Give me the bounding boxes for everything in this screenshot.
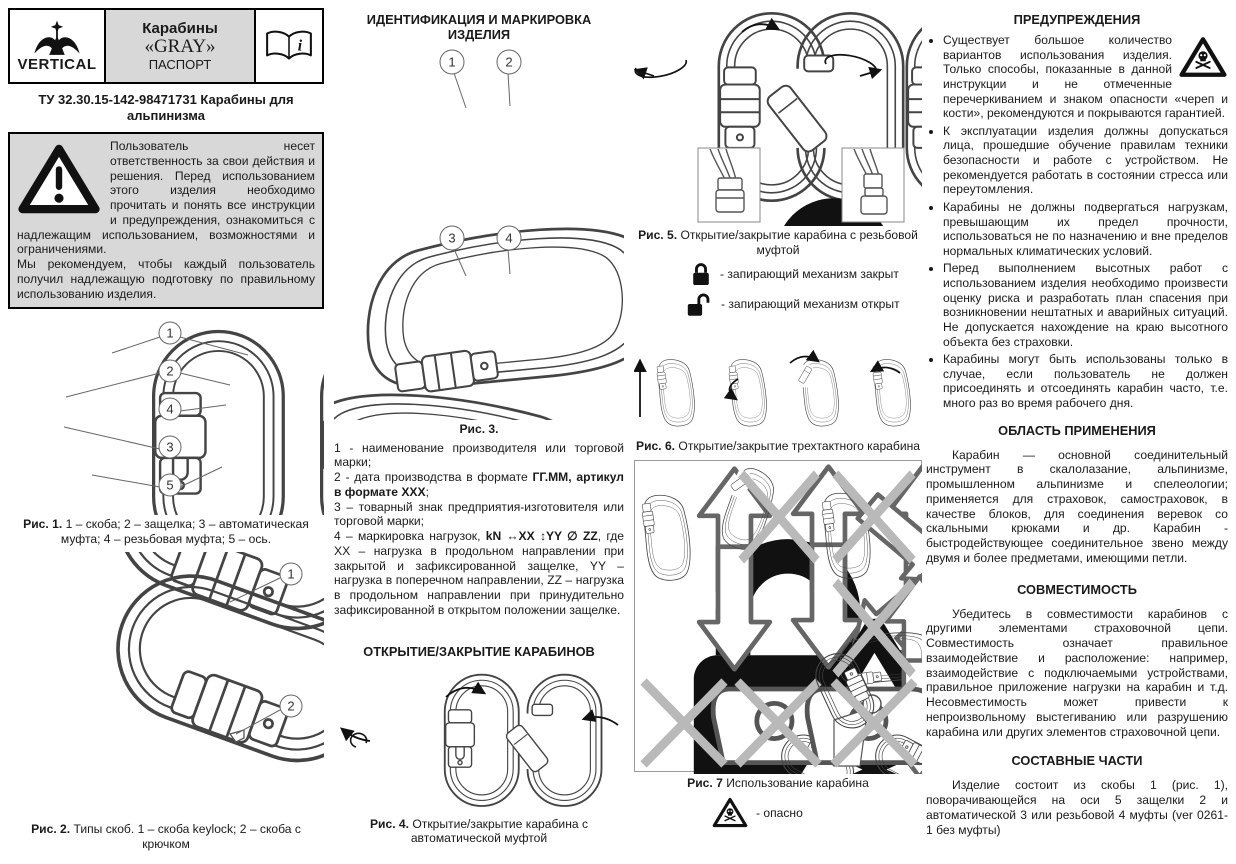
figure-4 bbox=[334, 669, 624, 846]
column-left bbox=[8, 0, 324, 851]
skull-crossbones-icon bbox=[1178, 35, 1228, 79]
product-model: «GRAY» bbox=[144, 36, 216, 58]
manual-icon-cell bbox=[256, 10, 322, 82]
warning-item: • Карабины не должны подвергаться нагрузкам, превышающим их предел прочности, использоваться не по назначению и вне пределов нормальных климатических условий. bbox=[943, 200, 1228, 259]
tu-standard-line: ТУ 32.30.15-142-98471731 Карабины для альпинизма bbox=[38, 92, 294, 123]
figure-5-caption: Рис. 5. Открытие/закрытие карабина с резьбовой муфтой bbox=[638, 228, 918, 257]
warnings-list bbox=[926, 33, 1228, 411]
marking-item-3: 3 – товарный знак предприятия-изготовителя или торговой марки; bbox=[334, 499, 624, 529]
parts-heading: СОСТАВНЫЕ ЧАСТИ bbox=[1011, 753, 1143, 769]
warning-item: • Карабины могут быть использованы только в случае, если пользователь не должен присоединять и отсоединять карабин часто, т.е. много раз во время рабочего дня. bbox=[943, 352, 1228, 411]
svg-text:1: 1 bbox=[287, 566, 295, 582]
figure-3-drawing bbox=[334, 42, 624, 420]
warnings-heading: ПРЕДУПРЕЖДЕНИЯ bbox=[1013, 12, 1141, 27]
figure-3-caption: Рис. 3. bbox=[459, 422, 499, 436]
compatibility-text: Убедитесь в совместимости карабинов с другими элементами страховочной цепи. Совместимость означает правильное взаимодействие и расположение: например, взаимодействие с подключаемыми устройствами, правильное приложение нагрузки на карабин и т.д. Несовместимость может привести к непроизвольному выстегиванию или разрушению карабина или других элементов страховочной цепи. bbox=[926, 606, 1228, 739]
responsibility-warning-box bbox=[8, 132, 324, 309]
svg-text:2: 2 bbox=[505, 54, 513, 70]
svg-text:1: 1 bbox=[166, 325, 174, 341]
parts-text: Изделие состоит из скобы 1 (рис. 1), поворачивающейся на оси 5 защелки 2 и автоматической 3 или резьбовой 4 муфты (ver 0261-1 без муфты) bbox=[926, 778, 1228, 837]
column-identification bbox=[334, 0, 624, 846]
padlock-closed-icon bbox=[690, 261, 712, 287]
figure-3 bbox=[334, 42, 624, 437]
figure-1 bbox=[8, 309, 324, 546]
book-info-letter: i bbox=[297, 37, 303, 55]
figure-2-drawing bbox=[8, 552, 324, 820]
svg-text:2: 2 bbox=[166, 363, 174, 379]
figure-1-caption: Рис. 1. 1 – скоба; 2 – защелка; 3 – автоматическая муфта; 4 – резьбовая муфта; 5 – ось. bbox=[23, 517, 309, 546]
warning-text-1: Пользователь несет ответственность за свои действия и решения. Перед использованием этого изделия необходимо прочитать и понять все инструкции и предупреждения, ознакомиться с надлежащим использованием, возможностями и ограничениями. bbox=[17, 139, 315, 257]
figure-4-caption: Рис. 4. Открытие/закрытие карабина с автоматической муфтой bbox=[369, 816, 589, 845]
application-heading: ОБЛАСТЬ ПРИМЕНЕНИЯ bbox=[998, 422, 1156, 438]
skull-danger-icon bbox=[712, 796, 748, 829]
figure-6 bbox=[634, 325, 922, 454]
figure-2 bbox=[8, 552, 324, 851]
lock-open-label: - запирающий механизм открыт bbox=[721, 297, 900, 311]
warning-item: • Перед выполнением высотных работ с использованием изделия необходимо произвести оценку риска и разработать план спасения при возникновении нештатных и аварийных ситуаций. Не допускается нахождение на краю высотного объекта без страховки. bbox=[943, 261, 1228, 349]
warning-item: • Существует большое количество вариантов использования изделия. Только способы, показанные в данной инструкции и не отмеченные перечеркиванием и знаком опасности «череп и кости», рекомендуются и покрываются гарантией. bbox=[943, 33, 1228, 121]
figure-6-drawing bbox=[634, 325, 922, 437]
vertical-logo-icon bbox=[26, 20, 88, 60]
figure-6-caption: Рис. 6. Открытие/закрытие трехтактного карабина bbox=[636, 439, 920, 453]
column-figures bbox=[634, 0, 922, 829]
closeup-unlocked bbox=[842, 148, 904, 222]
warning-text-2: Мы рекомендуем, чтобы каждый пользователь получил надлежащую подготовку по правильному использованию изделия. bbox=[17, 257, 315, 301]
figure-4-drawing bbox=[334, 669, 624, 815]
doc-type: ПАСПОРТ bbox=[148, 56, 212, 72]
marking-item-4: 4 – маркировка нагрузок, kN ↔XX ↕YY ∅ ZZ, где XX – нагрузка в продольном направлении при закрытой и зафиксированной защелке, YY – нагрузка в поперечном направлении, ZZ – нагрузка в продольном направлении при принудительно зафиксированной в открытом положении защелке. bbox=[334, 529, 625, 617]
compatibility-heading: СОВМЕСТИМОСТЬ bbox=[1017, 581, 1137, 597]
padlock-open-icon bbox=[686, 291, 713, 317]
warning-item: • К эксплуатации изделия должны допускаться лица, прошедшие обучение правилам техники безопасности и работе с устройством. Не рекомендуется работать в состоянии стресса или переутомления. bbox=[943, 124, 1228, 197]
marking-item-1: 1 - наименование производителя или торговой марки; bbox=[334, 440, 624, 470]
lock-closed-legend bbox=[690, 261, 922, 287]
figure-7-drawing bbox=[634, 460, 922, 774]
title-block bbox=[8, 8, 324, 84]
figure-7-caption: Рис. 7 Использование карабина bbox=[687, 775, 869, 790]
column-warnings bbox=[926, 0, 1228, 837]
product-title: Карабины bbox=[142, 20, 218, 38]
lock-open-legend bbox=[686, 291, 922, 317]
closeup-locked bbox=[698, 148, 760, 222]
danger-label: - опасно bbox=[756, 805, 803, 820]
identification-heading: ИДЕНТИФИКАЦИЯ И МАРКИРОВКА ИЗДЕЛИЯ bbox=[366, 12, 592, 42]
warning-triangle-icon bbox=[17, 141, 101, 217]
figure-1-drawing bbox=[8, 309, 324, 515]
svg-text:2: 2 bbox=[287, 698, 295, 714]
product-title-cell bbox=[106, 10, 256, 82]
svg-text:4: 4 bbox=[166, 401, 174, 417]
brand-cell bbox=[10, 10, 106, 82]
svg-text:3: 3 bbox=[448, 230, 456, 246]
svg-text:4: 4 bbox=[505, 230, 513, 246]
svg-text:3: 3 bbox=[166, 439, 174, 455]
marking-item-2: 2 - дата производства в формате ГГ.ММ, артикул в формате XXX; bbox=[334, 470, 624, 499]
open-close-heading: ОТКРЫТИЕ/ЗАКРЫТИЕ КАРАБИНОВ bbox=[363, 643, 595, 659]
lock-closed-label: - запирающий механизм закрыт bbox=[720, 267, 899, 281]
figure-5 bbox=[634, 6, 922, 257]
application-text: Карабин — основной соединительный инструмент в скалолазание, альпинизме, промышленном альпинизме и спелеологии; применяется для страховок, самостраховок, в качестве блоков, для соединения веревок со скальными крюками и др. Карабин - быстродействующее соединительное звено между двумя и более предметами, имеющими петли. bbox=[926, 447, 1228, 565]
figure-7 bbox=[634, 460, 922, 791]
read-manual-icon bbox=[264, 27, 314, 65]
brand-name: VERTICAL bbox=[17, 55, 97, 73]
figure-2-caption: Рис. 2. Типы скоб. 1 – скоба keylock; 2 – скоба с крючком bbox=[31, 822, 301, 851]
svg-text:1: 1 bbox=[448, 54, 456, 70]
figure-5-drawing bbox=[634, 6, 922, 226]
svg-text:5: 5 bbox=[166, 477, 174, 493]
danger-legend bbox=[712, 796, 922, 829]
marking-legend bbox=[334, 441, 624, 618]
